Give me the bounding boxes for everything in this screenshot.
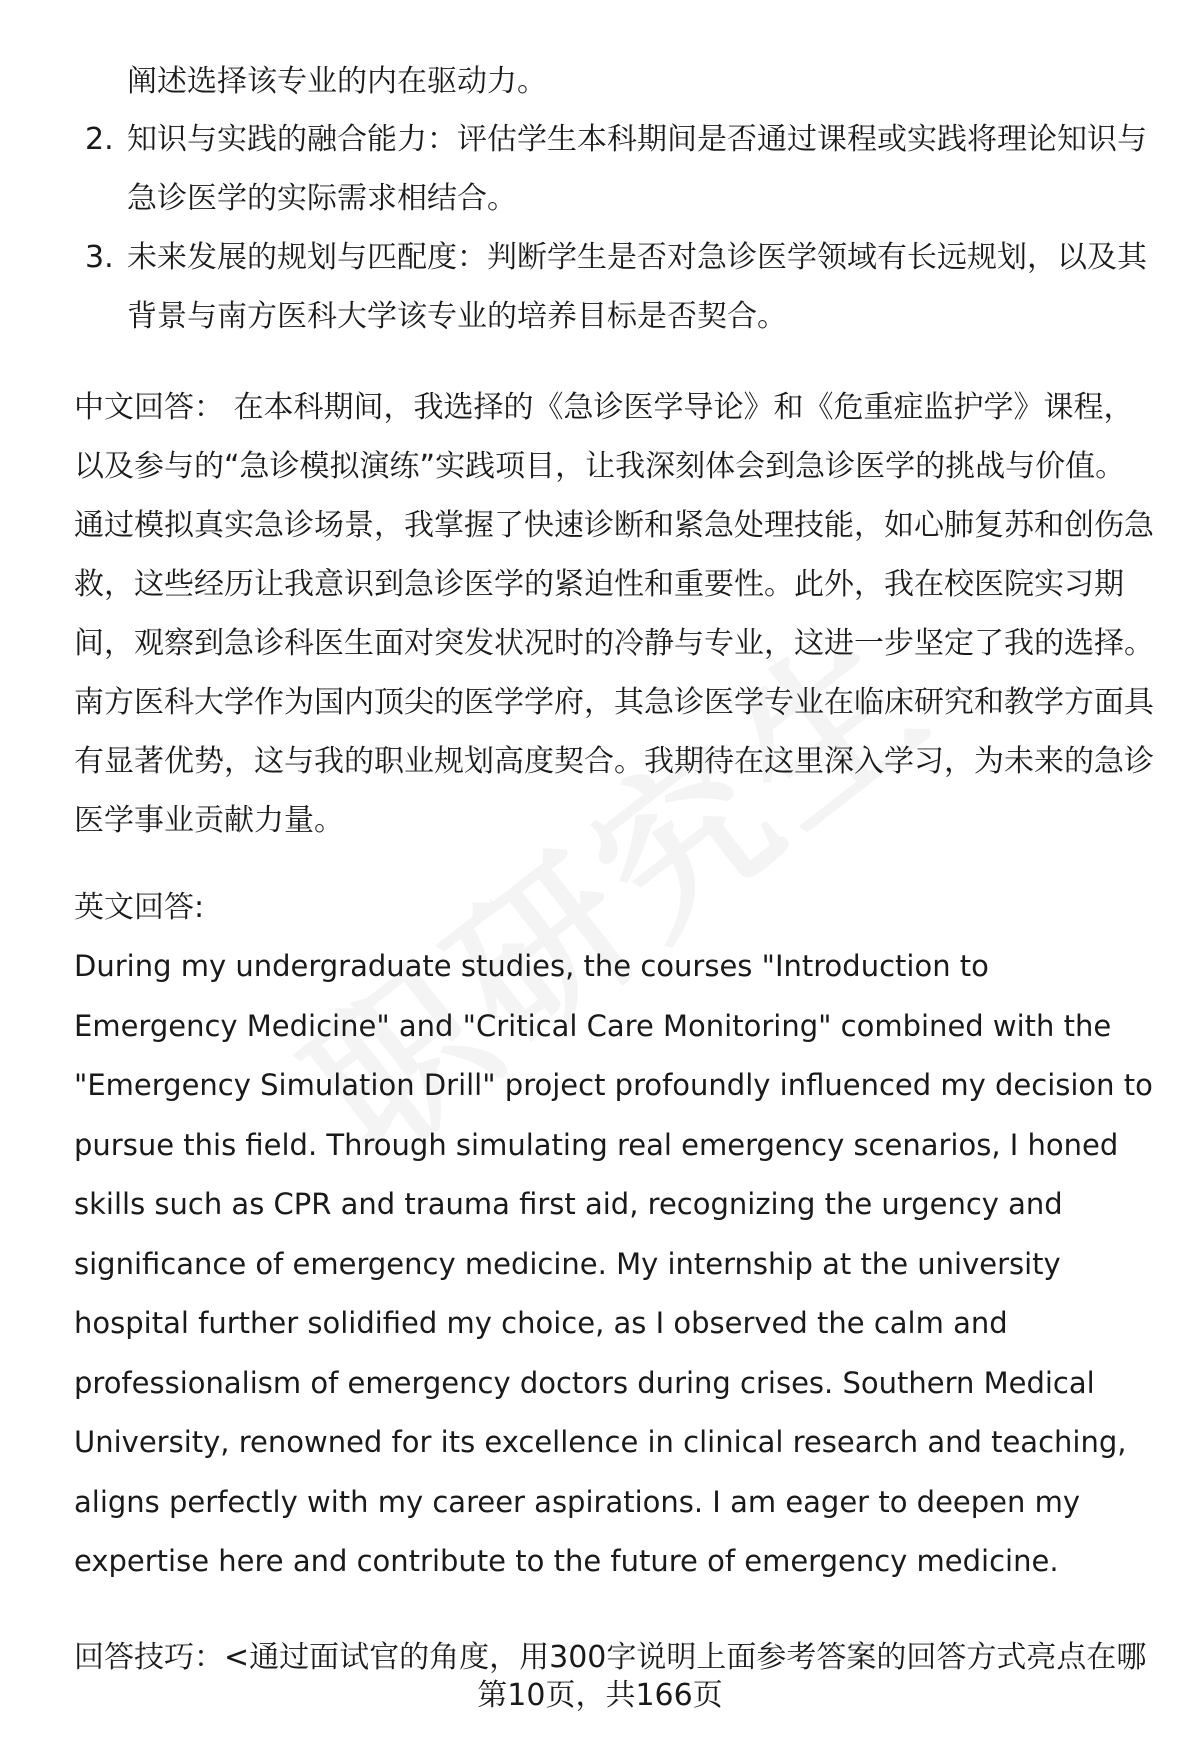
list-item (0, 110, 1157, 228)
list-item-1-continuation: 阐述选择该专业的内在驱动力。 (127, 64, 547, 99)
list-number: 3. (85, 240, 114, 275)
list-text: 未来发展的规划与匹配度：判断学生是否对急诊医学领域有长远规划，以及其背景与南方医科大学该专业的培养目标是否契合。 (127, 240, 1147, 334)
english-answer: During my undergraduate studies, the courses "Introduction to Emergency Medicine" and "Critical Care Monitoring" combined with the "Emergency Simulation Drill" project profoundly influenced my decision to pursue this field. Through simulating real emergency scenarios, I honed skills such as CPR and trauma first aid, recognizing the urgency and significance of emergency medicine. My internship at the university hospital further solidified my choice, as I observed the calm and professionalism of emergency doctors during crises. Southern Medical University, renowned for its excellence in clinical research and teaching, aligns perfectly with my career aspirations. I am eager to deepen my expertise here and contribute to the future of emergency medicine. (74, 949, 1153, 1578)
english-answer-label: 英文回答: (74, 890, 205, 925)
chinese-answer: 中文回答： 在本科期间，我选择的《急诊医学导论》和《危重症监护学》课程，以及参与的“急诊模拟演练”实践项目，让我深刻体会到急诊医学的挑战与价值。通过模拟真实急诊场景，我掌握了快速诊断和紧急处理技能，如心肺复苏和创伤急救，这些经历让我意识到急诊医学的紧迫性和重要性。此外，我在校医院实习期间，观察到急诊科医生面对突发状况时的冷静与专业，这进一步坚定了我的选择。南方医科大学作为国内顶尖的医学学府，其急诊医学专业在临床研究和教学方面具有显著优势，这与我的职业规划高度契合。我期待在这里深入学习，为未来的急诊医学事业贡献力量。 (74, 390, 1154, 838)
list-item (0, 228, 1157, 346)
list-text: 知识与实践的融合能力：评估学生本科期间是否通过课程或实践将理论知识与急诊医学的实际需求相结合。 (127, 122, 1147, 216)
page-number: 第10页，共166页 (477, 1678, 723, 1713)
list-number: 2. (85, 122, 114, 157)
answer-tips: 回答技巧：<通过面试官的角度，用300字说明上面参考答案的回答方式亮点在哪 (74, 1640, 1147, 1675)
criteria-list (0, 110, 1160, 346)
